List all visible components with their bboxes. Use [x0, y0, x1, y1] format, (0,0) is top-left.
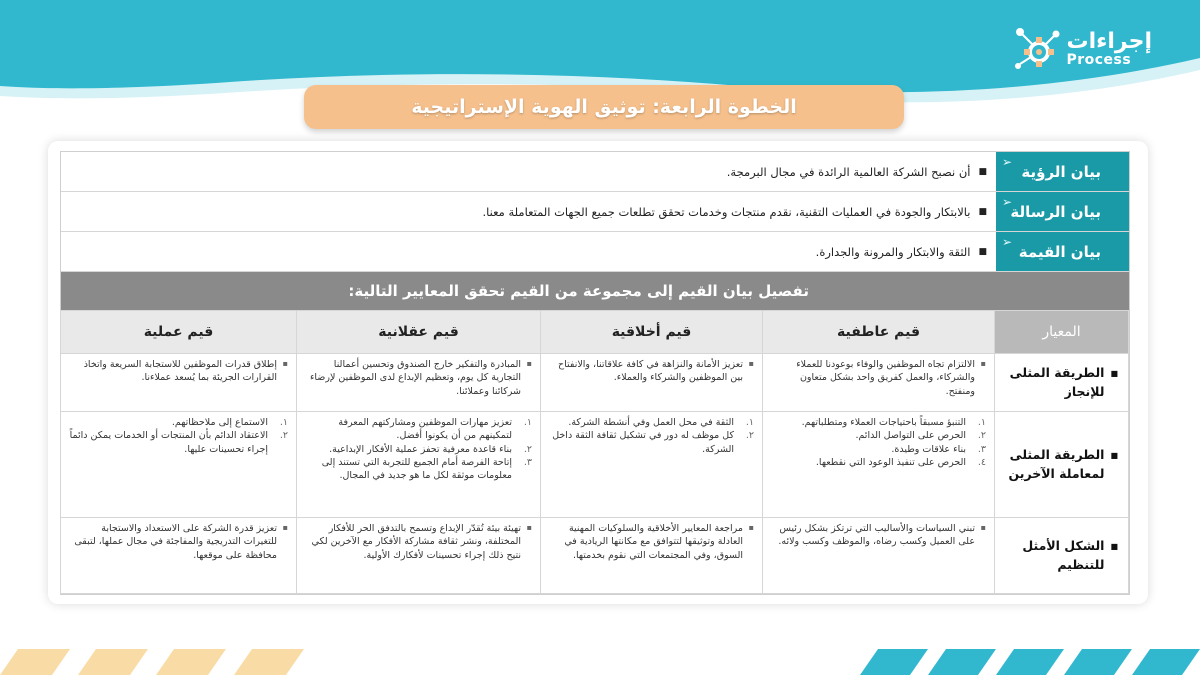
- vision-label-cell: [995, 152, 1129, 191]
- list-item: ▪ إطلاق قدرات الموظفين للاستجابة السريعة واتخاذ القرارات الجريئة بما يُسعد عملاءنا.: [69, 358, 288, 385]
- brand-logo: [1012, 24, 1152, 74]
- brand-name-ar: إجراءات: [1066, 29, 1152, 54]
- value-cell: [61, 518, 297, 594]
- list-item: ▪ تهيئة بيئة تُقدّر الإبداع وتسمح بالتدفق الحر للأفكار المختلفة، ونشر ثقافة مشاركة الأفكار مع الآخرين لكي نتيح ذلك إجراء تحسينات لأفكارك الأولية.: [305, 522, 532, 562]
- list-item: ▪ مراجعة المعايير الأخلاقية والسلوكيات المهنية العادلة وتوثيقها لتتوافق مع مكانتها الريادية في السوق، وفي المجتمعات التي نقوم بخدمتها.: [549, 522, 754, 562]
- values-summary-text: تفصيل بيان القيم إلى مجموعة من القيم تحقق المعايير التالية:: [348, 282, 809, 300]
- bullet-icon: ■: [978, 246, 987, 257]
- header-rational: قيم عقلانية: [297, 311, 541, 354]
- item-number: ٣.: [523, 456, 532, 468]
- bullet-icon: ■: [978, 166, 987, 177]
- decorative-stripes-left: [0, 645, 330, 675]
- header-criterion: المعيار: [995, 311, 1129, 354]
- header-practical: قيم عملية: [61, 311, 297, 354]
- item-text: الحرص على تنفيذ الوعود التي نقطعها.: [815, 456, 966, 468]
- list-item: [305, 456, 532, 483]
- list-item: [771, 443, 986, 456]
- item-number: ٢.: [523, 443, 532, 455]
- criterion-cell: [995, 518, 1129, 594]
- item-text: بناء قاعدة معرفية تحفز عملية الأفكار الإبداعية.: [329, 443, 512, 455]
- list-item: [305, 416, 532, 443]
- gear-network-icon: [1012, 24, 1062, 74]
- table-row: [61, 412, 1129, 518]
- vision-row: [61, 152, 1129, 192]
- list-item: ▪ تعزيز قدرة الشركة على الاستعداد والاستجابة للتغيرات التدريجية والمفاجئة في مجال عملها، لتبقى محافظة على موقعها.: [69, 522, 288, 562]
- value-cell: [297, 354, 541, 412]
- table-header-row: [61, 311, 1129, 354]
- item-number: ١.: [745, 417, 754, 428]
- decorative-stripes-right: [860, 645, 1200, 675]
- chevron-icon: ➢: [1002, 195, 1013, 209]
- list-item: ▪ تعزيز الأمانة والنزاهة في كافة علاقاتنا، والانفتاح بين الموظفين والشركاء والعملاء.: [549, 358, 754, 385]
- table-row: [61, 354, 1129, 412]
- value-label-cell: [995, 232, 1129, 271]
- item-text: كل موظف له دور في تشكيل ثقافة الثقة داخل الشركة.: [552, 430, 734, 455]
- item-text: إتاحة الفرصة أمام الجميع للتجربة التي تستند إلى معلومات موثقة لكل ما هو جديد في المجال.: [321, 456, 512, 482]
- chevron-icon: ➢: [1002, 155, 1013, 169]
- values-matrix-table: [60, 310, 1129, 594]
- item-text: التنبؤ مسبقاً باحتياجات العملاء ومتطلباتهم.: [801, 417, 966, 428]
- chevron-icon: ➢: [1002, 235, 1013, 249]
- value-cell: [541, 412, 763, 518]
- page-title: [304, 85, 904, 129]
- item-number: ٣.: [977, 443, 986, 455]
- header-emotional: قيم عاطفية: [763, 311, 995, 354]
- vision-text: أن نصبح الشركة العالمية الرائدة في مجال البرمجة.: [726, 164, 971, 179]
- list-item: ▪ المبادرة والتفكير خارج الصندوق وتحسين أعمالنا التجارية كل يوم، وتعظيم الإبداع لدى الموظفين لإرضاء شركائنا وعملائنا.: [305, 358, 532, 398]
- criterion-cell: [995, 354, 1129, 412]
- value-cell: [297, 518, 541, 594]
- list-item: [69, 429, 288, 456]
- bullet-icon: ■: [1110, 369, 1118, 379]
- value-cell: [763, 354, 995, 412]
- vision-label: بيان الرؤية: [1021, 162, 1101, 181]
- value-cell: [297, 412, 541, 518]
- values-summary-banner: [61, 272, 1129, 310]
- item-text: بناء علاقات وطيدة.: [891, 443, 966, 455]
- bullet-icon: ■: [1110, 451, 1118, 461]
- criterion-cell: [995, 412, 1129, 518]
- item-text: الثقة في محل العمل وفي أنشطة الشركة.: [568, 417, 734, 428]
- vision-text-cell: [61, 152, 995, 191]
- list-item: [549, 416, 754, 429]
- item-number: ٢.: [745, 430, 754, 442]
- list-item: ▪ الالتزام تجاه الموظفين والوفاء بوعودنا للعملاء والشركاء، والعمل كفريق واحد بشكل متعاون ومنفتح.: [771, 358, 986, 398]
- header-ethical: قيم أخلاقية: [541, 311, 763, 354]
- bullet-icon: ■: [978, 206, 987, 217]
- table-row: [61, 518, 1129, 594]
- item-number: ١.: [977, 417, 986, 428]
- list-item: ▪ تبني السياسات والأساليب التي ترتكز بشكل رئيس على العميل وكسب رضاه، والموظف وكسب ولائه.: [771, 522, 986, 549]
- list-item: [69, 416, 288, 429]
- list-item: [771, 456, 986, 469]
- criterion-label: الطريقة المثلى للإنجاز: [1009, 365, 1105, 399]
- item-number: ٢.: [279, 430, 288, 442]
- list-item: [771, 429, 986, 442]
- value-text: الثقة والابتكار والمرونة والجدارة.: [815, 244, 971, 259]
- value-cell: [61, 412, 297, 518]
- mission-text-cell: [61, 192, 995, 231]
- item-number: ١.: [523, 417, 532, 428]
- mission-label-cell: [995, 192, 1129, 231]
- value-label: بيان القيمة: [1018, 242, 1101, 261]
- item-text: الحرص على التواصل الدائم.: [855, 430, 966, 442]
- criterion-label: الشكل الأمثل للتنظيم: [1022, 538, 1105, 572]
- item-text: الاستماع إلى ملاحظاتهم.: [171, 417, 268, 428]
- strategic-identity-sheet: [60, 151, 1130, 595]
- list-item: [305, 443, 532, 456]
- value-cell: [541, 354, 763, 412]
- list-item: [549, 429, 754, 456]
- mission-text: بالابتكار والجودة في العمليات التقنية، نقدم منتجات وخدمات تحقق تطلعات جميع الجهات المتعاملة معنا.: [482, 204, 971, 219]
- item-text: الاعتقاد الدائم بأن المنتجات أو الخدمات يمكن دائماً إجراء تحسينات عليها.: [69, 430, 268, 455]
- item-number: ١.: [279, 417, 288, 428]
- value-cell: [541, 518, 763, 594]
- mission-label: بيان الرسالة: [1010, 202, 1101, 221]
- brand-name-en: Process: [1066, 52, 1132, 68]
- value-cell: [61, 354, 297, 412]
- bullet-icon: ■: [1110, 542, 1118, 552]
- page-title-text: الخطوة الرابعة: توثيق الهوية الإستراتيجية: [411, 96, 797, 118]
- value-row: [61, 232, 1129, 272]
- item-text: تعزيز مهارات الموظفين ومشاركتهم المعرفة لتمكينهم من أن يكونوا أفضل.: [338, 417, 512, 442]
- item-number: ٤.: [977, 456, 986, 468]
- value-cell: [763, 518, 995, 594]
- item-number: ٢.: [977, 430, 986, 442]
- list-item: [771, 416, 986, 429]
- criterion-label: الطريقة المثلى لمعاملة الآخرين: [1008, 447, 1105, 481]
- value-cell: [763, 412, 995, 518]
- value-text-cell: [61, 232, 995, 271]
- mission-row: [61, 192, 1129, 232]
